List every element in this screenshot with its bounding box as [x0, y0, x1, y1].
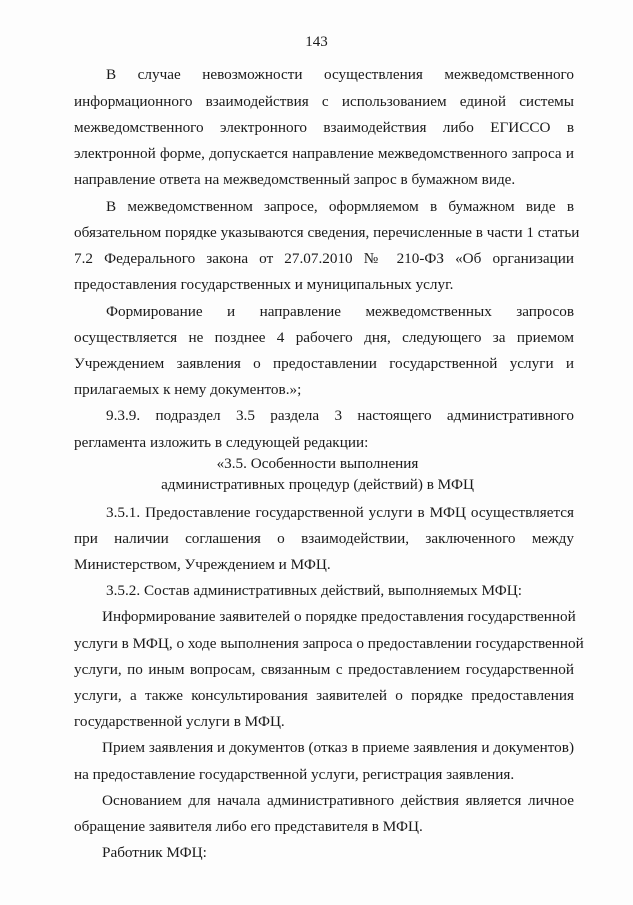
text-line: электронной форме, допускается направление межведомственного запроса и	[74, 145, 574, 162]
text-line: 9.3.9. подраздел 3.5 раздела 3 настоящего административного	[106, 407, 574, 424]
text-line: услуги, а также консультирования заявителей о порядке предоставления	[74, 687, 574, 704]
text-line: государственной услуги в МФЦ.	[74, 713, 285, 730]
page-number: 143	[305, 34, 328, 50]
text-line: предоставления государственных и муниципальных услуг.	[74, 276, 454, 293]
text-line: Работник МФЦ:	[102, 844, 207, 861]
text-line: при наличии соглашения о взаимодействии, заключенного между	[74, 530, 574, 547]
text-line: 3.5.2. Состав административных действий, выполняемых МФЦ:	[106, 582, 522, 599]
text-line: услуги в МФЦ, о ходе выполнения запроса о предоставлении государственной	[74, 635, 584, 652]
text-line: межведомственного электронного взаимодействия либо ЕГИССО в	[74, 119, 574, 136]
text-line: обращение заявителя либо его представителя в МФЦ.	[74, 818, 423, 835]
text-line: регламента изложить в следующей редакции:	[74, 434, 369, 451]
section-heading: «3.5. Особенности выполнения	[216, 455, 419, 472]
text-line: информационного взаимодействия с использованием единой системы	[74, 93, 574, 110]
text-line: 7.2 Федерального закона от 27.07.2010 № 210-ФЗ «Об организации	[74, 250, 574, 267]
text-line: Основанием для начала административного действия является личное	[102, 792, 574, 809]
text-line: Прием заявления и документов (отказ в приеме заявления и документов)	[102, 739, 574, 756]
text-line: 3.5.1. Предоставление государственной услуги в МФЦ осуществляется	[106, 504, 574, 521]
text-line: Формирование и направление межведомственных запросов	[106, 303, 574, 320]
text-line: В межведомственном запросе, оформляемом в бумажном виде в	[106, 198, 574, 215]
text-line: направление ответа на межведомственный запрос в бумажном виде.	[74, 171, 516, 188]
text-line: Учреждением заявления о предоставлении государственной услуги и	[74, 355, 574, 372]
section-heading: административных процедур (действий) в МФЦ	[161, 476, 474, 493]
text-line: услуги, по иным вопросам, связанным с предоставлением государственной	[74, 661, 574, 678]
text-line: В случае невозможности осуществления межведомственного	[106, 66, 574, 83]
text-line: прилагаемых к нему документов.»;	[74, 381, 302, 398]
text-line: обязательном порядке указываются сведения, перечисленные в части 1 статьи	[74, 224, 580, 241]
text-line: Информирование заявителей о порядке предоставления государственной	[102, 608, 576, 625]
text-line: осуществляется не позднее 4 рабочего дня, следующего за приемом	[74, 329, 574, 346]
text-line: на предоставление государственной услуги, регистрация заявления.	[74, 766, 515, 783]
text-line: Министерством, Учреждением и МФЦ.	[74, 556, 331, 573]
